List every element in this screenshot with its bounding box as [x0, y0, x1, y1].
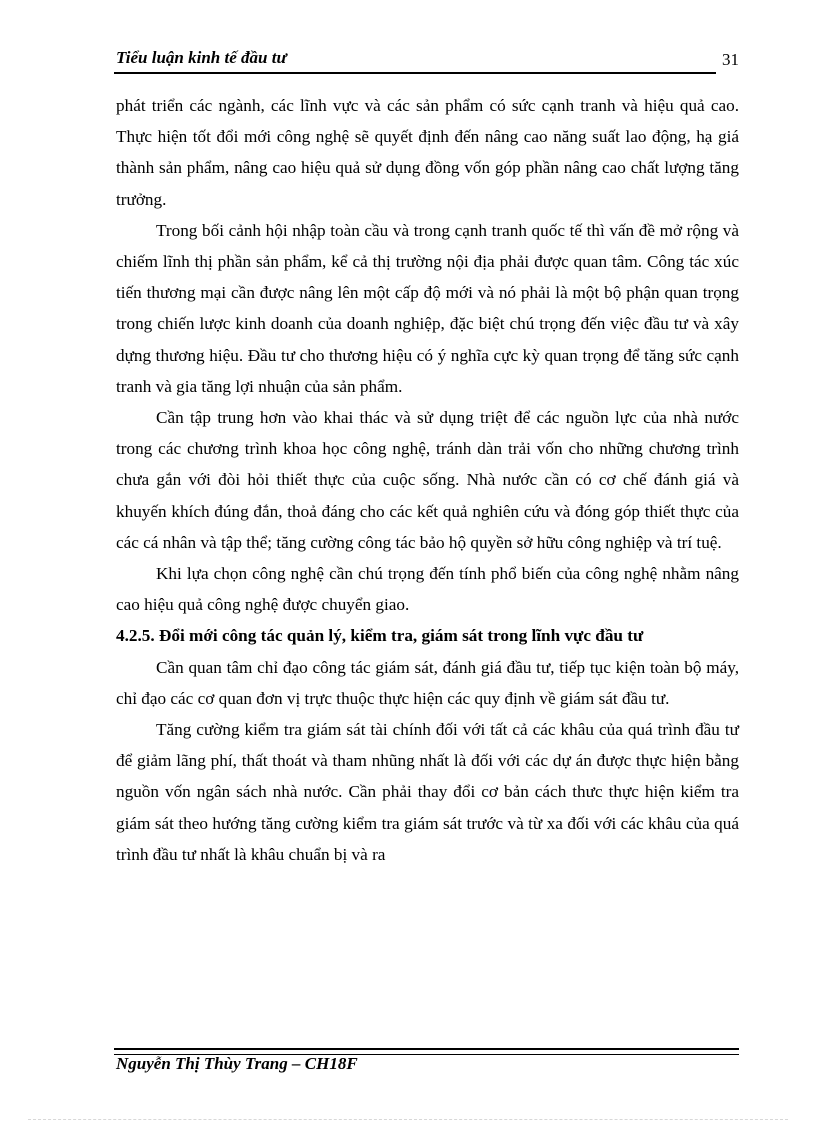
paragraph-4: Khi lựa chọn công nghệ cần chú trọng đến tính phổ biến của công nghệ nhằm nâng cao hiệu quả công nghệ được chuyển giao.	[116, 564, 739, 615]
paragraph-3: Cần tập trung hơn vào khai thác và sử dụng triệt để các nguồn lực của nhà nước trong các chương trình khoa học công nghệ, tránh dàn trải vốn cho những chương trình chưa gắn với đòi hỏi thiết thực của cuộc sống. Nhà nước cần có cơ chế đánh giá và khuyến khích đúng đắn, thoả đáng cho các kết quả nghiên cứu và đóng góp thiết thực của các cá nhân và tập thể; tăng cường công tác bảo hộ quyền sở hữu công nghiệp và trí tuệ.	[116, 408, 739, 552]
page-edge-divider	[28, 1119, 788, 1120]
section-heading: 4.2.5. Đổi mới công tác quản lý, kiểm tra, giám sát trong lĩnh vực đầu tư	[116, 626, 644, 646]
paragraph-5: Cần quan tâm chỉ đạo công tác giám sát, đánh giá đầu tư, tiếp tục kiện toàn bộ máy, chỉ đạo các cơ quan đơn vị trực thuộc thực hiện các quy định về giám sát đầu tư.	[116, 657, 739, 708]
paragraph-2: Trong bối cảnh hội nhập toàn cầu và trong cạnh tranh quốc tế thì vấn đề mở rộng và chiếm lĩnh thị phần sản phẩm, kể cả thị trường nội địa phải được quan tâm. Công tác xúc tiến thương mại cần được nâng lên một cấp độ mới và nó phải là một bộ phận quan trọng trong chiến lược kinh doanh của doanh nghiệp, đặc biệt chú trọng đến việc đầu tư và xây dựng thương hiệu. Đầu tư cho thương hiệu có ý nghĩa cực kỳ quan trọng để tăng sức cạnh tranh và gia tăng lợi nhuận của sản phẩm.	[116, 220, 739, 396]
page-header	[114, 48, 716, 74]
footer-author: Nguyễn Thị Thùy Trang – CH18F	[116, 1054, 358, 1073]
document-body	[116, 90, 739, 870]
header-title: Tiểu luận kinh tế đầu tư	[116, 48, 287, 67]
page-number: 31	[722, 50, 739, 69]
paragraph-1: phát triển các ngành, các lĩnh vực và các sản phẩm có sức cạnh tranh và hiệu quả cao. Thực hiện tốt đổi mới công nghệ sẽ quyết định đến nâng cao năng suất lao động, hạ giá thành sản phẩm, nâng cao hiệu quả sử dụng đồng vốn góp phần nâng cao chất lượng tăng trưởng.	[116, 96, 739, 209]
paragraph-6: Tăng cường kiểm tra giám sát tài chính đối với tất cả các khâu của quá trình đầu tư để giảm lãng phí, thất thoát và tham nhũng nhất là đối với các dự án được thực hiện bằng nguồn vốn ngân sách nhà nước. Cần phải thay đổi cơ bản cách thưc thực hiện kiểm tra giám sát theo hướng tăng cường kiểm tra giám sát trước và từ xa đối với các khâu của quá trình đầu tư nhất là khâu chuẩn bị và ra	[116, 720, 739, 864]
